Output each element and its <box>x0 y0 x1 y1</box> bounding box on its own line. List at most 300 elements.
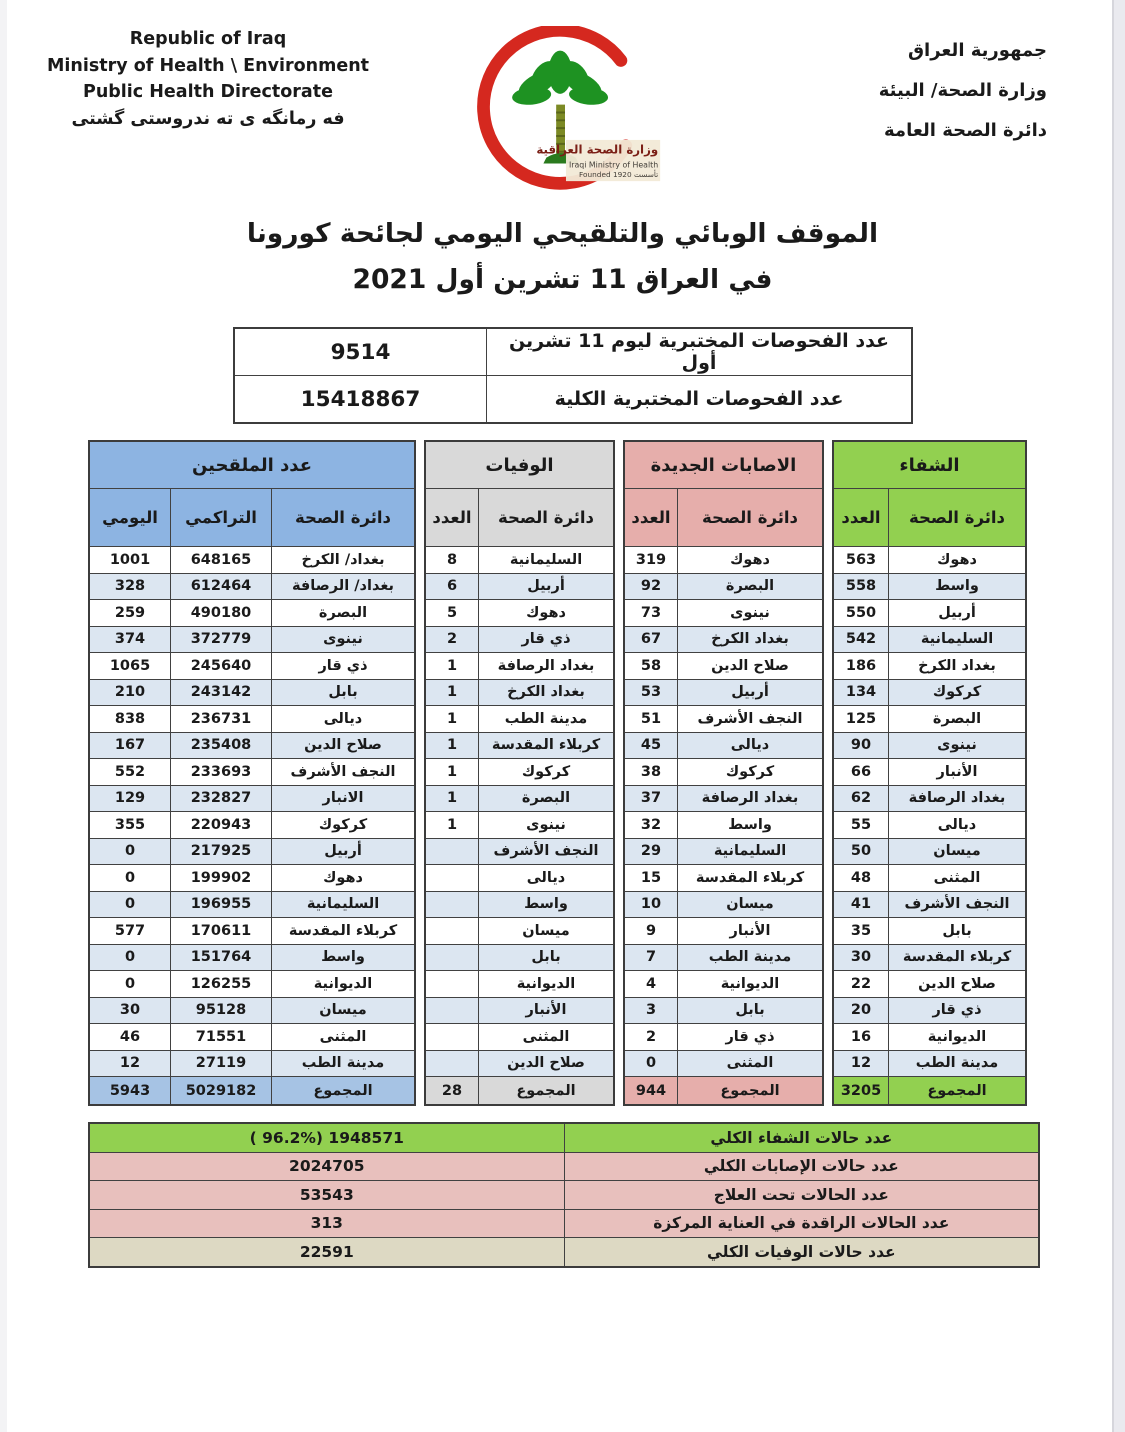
total-cumulative-value: 5029182 <box>171 1077 272 1106</box>
table-row <box>425 865 614 892</box>
count-cell: 12 <box>833 1050 889 1077</box>
cumulative-count-cell: 233693 <box>171 759 272 786</box>
lab-tests-daily-label: عدد الفحوصات المختبرية ليوم 11 تشرين أول <box>487 328 913 376</box>
table-row <box>624 1050 823 1077</box>
page-title-line2: في العراق 11 تشرين أول 2021 <box>352 264 773 295</box>
count-cell <box>425 1024 479 1051</box>
table-row <box>624 759 823 786</box>
table-row <box>833 679 1026 706</box>
table-row <box>89 732 415 759</box>
header-line-ar: وزارة الصحة/ البيئة <box>878 80 1047 101</box>
dept-name-cell: بابل <box>479 944 615 971</box>
count-cell: 53 <box>624 679 678 706</box>
dept-name-cell: البصرة <box>479 785 615 812</box>
deaths-table-title: الوفيات <box>425 441 614 489</box>
dept-name-cell: مدينة الطب <box>678 944 824 971</box>
table-row <box>624 891 823 918</box>
count-cell <box>425 944 479 971</box>
table-row <box>833 1050 1026 1077</box>
dept-name-cell: أربيل <box>889 600 1027 627</box>
count-cell: 30 <box>833 944 889 971</box>
cumulative-count-cell: 490180 <box>171 600 272 627</box>
dept-name-cell: واسط <box>479 891 615 918</box>
total-value: 3205 <box>833 1077 889 1106</box>
total-row <box>425 1077 614 1106</box>
count-cell: 22 <box>833 971 889 998</box>
count-cell: 2 <box>425 626 479 653</box>
total-value: 944 <box>624 1077 678 1106</box>
count-cell: 4 <box>624 971 678 998</box>
table-row <box>89 653 415 680</box>
dept-name-cell: بغداد الرصافة <box>678 785 824 812</box>
daily-count-cell: 374 <box>89 626 171 653</box>
count-cell: 125 <box>833 706 889 733</box>
ministry-logo-icon <box>462 26 668 195</box>
dept-name-cell: النجف الأشرف <box>272 759 416 786</box>
table-row <box>425 1050 614 1077</box>
table-row <box>425 679 614 706</box>
dept-name-cell: بغداد الرصافة <box>479 653 615 680</box>
dept-name-cell: واسط <box>889 573 1027 600</box>
dept-name-cell: المثنى <box>678 1050 824 1077</box>
count-cell: 0 <box>624 1050 678 1077</box>
table-row <box>833 918 1026 945</box>
table-row <box>425 626 614 653</box>
count-cell: 73 <box>624 600 678 627</box>
dept-name-cell: صلاح الدين <box>272 732 416 759</box>
dept-name-cell: ذي قار <box>678 1024 824 1051</box>
dept-name-cell: الديوانية <box>889 1024 1027 1051</box>
dept-name-cell: ميسان <box>272 997 416 1024</box>
table-row <box>425 759 614 786</box>
count-cell: 50 <box>833 838 889 865</box>
summary-row-total-cases <box>89 1152 1039 1181</box>
dept-name-cell: الانبار <box>272 785 416 812</box>
dept-name-cell: نينوى <box>272 626 416 653</box>
count-cell <box>425 918 479 945</box>
table-row <box>425 944 614 971</box>
table-row <box>833 653 1026 680</box>
daily-count-cell: 0 <box>89 838 171 865</box>
page-edge-right <box>1112 0 1125 1432</box>
count-cell: 558 <box>833 573 889 600</box>
table-row <box>89 679 415 706</box>
count-cell <box>425 838 479 865</box>
total-label: المجموع <box>889 1077 1027 1106</box>
dept-name-cell: دهوك <box>889 547 1027 574</box>
column-header-count: العدد <box>833 489 889 547</box>
dept-name-cell: مدينة الطب <box>272 1050 416 1077</box>
table-row <box>624 1024 823 1051</box>
dept-name-cell: النجف الأشرف <box>889 891 1027 918</box>
daily-count-cell: 12 <box>89 1050 171 1077</box>
header-line-ar: دائرة الصحة العامة <box>884 120 1047 141</box>
daily-count-cell: 328 <box>89 573 171 600</box>
table-row <box>425 653 614 680</box>
dept-name-cell: نينوى <box>678 600 824 627</box>
count-cell: 1 <box>425 653 479 680</box>
column-header-dept: دائرة الصحة <box>272 489 416 547</box>
dept-name-cell: ديالى <box>889 812 1027 839</box>
header-arabic-block <box>668 26 1125 160</box>
table-row <box>624 547 823 574</box>
count-cell: 20 <box>833 997 889 1024</box>
dept-name-cell: المثنى <box>889 865 1027 892</box>
table-row <box>89 997 415 1024</box>
cumulative-count-cell: 151764 <box>171 944 272 971</box>
daily-count-cell: 30 <box>89 997 171 1024</box>
table-row <box>833 706 1026 733</box>
dept-name-cell: الأنبار <box>479 997 615 1024</box>
column-header-dept: دائرة الصحة <box>889 489 1027 547</box>
dept-name-cell: صلاح الدين <box>678 653 824 680</box>
summary-row-icu-cases <box>89 1209 1039 1238</box>
column-header-cumulative: التراكمي <box>171 489 272 547</box>
daily-count-cell: 0 <box>89 944 171 971</box>
table-row <box>89 759 415 786</box>
cumulative-count-cell: 236731 <box>171 706 272 733</box>
dept-name-cell: كربلاء المقدسة <box>678 865 824 892</box>
dept-name-cell: البصرة <box>889 706 1027 733</box>
summary-label: عدد حالات الشفاء الكلي <box>564 1123 1039 1152</box>
dept-name-cell: كربلاء المقدسة <box>889 944 1027 971</box>
dept-name-cell: السليمانية <box>678 838 824 865</box>
count-cell <box>425 1050 479 1077</box>
column-header-dept: دائرة الصحة <box>479 489 615 547</box>
dept-name-cell: البصرة <box>678 573 824 600</box>
dept-name-cell: ذي قار <box>272 653 416 680</box>
table-row <box>833 971 1026 998</box>
count-cell <box>425 971 479 998</box>
cumulative-count-cell: 170611 <box>171 918 272 945</box>
daily-count-cell: 355 <box>89 812 171 839</box>
dept-name-cell: أربيل <box>678 679 824 706</box>
count-cell: 319 <box>624 547 678 574</box>
table-row <box>425 891 614 918</box>
dept-name-cell: الأنبار <box>889 759 1027 786</box>
table-row <box>89 573 415 600</box>
dept-name-cell: الديوانية <box>678 971 824 998</box>
count-cell: 15 <box>624 865 678 892</box>
count-cell: 7 <box>624 944 678 971</box>
cumulative-count-cell: 27119 <box>171 1050 272 1077</box>
total-row <box>833 1077 1026 1106</box>
governorate-tables <box>88 440 1027 1106</box>
summary-label: عدد حالات الوفيات الكلي <box>564 1238 1039 1267</box>
total-label: المجموع <box>479 1077 615 1106</box>
table-row <box>624 626 823 653</box>
daily-count-cell: 838 <box>89 706 171 733</box>
dept-name-cell: بغداد الرصافة <box>889 785 1027 812</box>
dept-name-cell: أربيل <box>272 838 416 865</box>
count-cell: 37 <box>624 785 678 812</box>
table-row <box>624 679 823 706</box>
dept-name-cell: كركوك <box>889 679 1027 706</box>
count-cell: 550 <box>833 600 889 627</box>
dept-name-cell: المثنى <box>479 1024 615 1051</box>
summary-label: عدد الحالات الراقدة في العناية المركزة <box>564 1209 1039 1238</box>
dept-name-cell: ميسان <box>889 838 1027 865</box>
count-cell: 1 <box>425 812 479 839</box>
dept-name-cell: بابل <box>272 679 416 706</box>
count-cell: 55 <box>833 812 889 839</box>
daily-count-cell: 0 <box>89 865 171 892</box>
count-cell: 186 <box>833 653 889 680</box>
table-row <box>833 1024 1026 1051</box>
dept-name-cell: دهوك <box>479 600 615 627</box>
dept-name-cell: بغداد/ الرصافة <box>272 573 416 600</box>
page-title-line1: الموقف الوبائي والتلقيحي اليومي لجائحة كورونا <box>246 218 879 249</box>
daily-count-cell: 129 <box>89 785 171 812</box>
dept-name-cell: بغداد الكرخ <box>678 626 824 653</box>
count-cell: 1 <box>425 732 479 759</box>
daily-count-cell: 1001 <box>89 547 171 574</box>
count-cell: 51 <box>624 706 678 733</box>
table-row <box>833 785 1026 812</box>
column-header-daily: اليومي <box>89 489 171 547</box>
summary-value: 2024705 <box>89 1152 564 1181</box>
dept-name-cell: مدينة الطب <box>479 706 615 733</box>
cumulative-count-cell: 612464 <box>171 573 272 600</box>
summary-row-under-treatment <box>89 1181 1039 1210</box>
table-row <box>833 547 1026 574</box>
table-row <box>624 600 823 627</box>
header-line-ar: جمهورية العراق <box>907 40 1047 61</box>
dept-name-cell: ديالى <box>479 865 615 892</box>
table-row <box>425 785 614 812</box>
table-row <box>89 706 415 733</box>
daily-count-cell: 552 <box>89 759 171 786</box>
dept-name-cell: كركوك <box>479 759 615 786</box>
dept-name-cell: نينوى <box>479 812 615 839</box>
dept-name-cell: بابل <box>889 918 1027 945</box>
cumulative-count-cell: 199902 <box>171 865 272 892</box>
summary-label: عدد حالات الإصابات الكلي <box>564 1152 1039 1181</box>
header-line-kurdish: فه رمانگه ی ته ندروستی گشتی <box>71 108 345 129</box>
count-cell: 66 <box>833 759 889 786</box>
table-row <box>833 891 1026 918</box>
count-cell: 62 <box>833 785 889 812</box>
count-cell: 90 <box>833 732 889 759</box>
table-row <box>624 653 823 680</box>
table-row <box>425 971 614 998</box>
count-cell: 1 <box>425 785 479 812</box>
header-line-en: Public Health Directorate <box>83 82 333 102</box>
table-row <box>624 918 823 945</box>
header-english-block <box>24 26 392 132</box>
dept-name-cell: بغداد الكرخ <box>479 679 615 706</box>
count-cell: 3 <box>624 997 678 1024</box>
table-row <box>833 838 1026 865</box>
table-row <box>624 944 823 971</box>
count-cell: 6 <box>425 573 479 600</box>
count-cell: 35 <box>833 918 889 945</box>
table-row <box>89 891 415 918</box>
dept-name-cell: واسط <box>678 812 824 839</box>
table-row <box>89 547 415 574</box>
count-cell: 38 <box>624 759 678 786</box>
lab-tests-table <box>233 327 913 424</box>
ministry-logo <box>462 26 668 199</box>
total-value: 28 <box>425 1077 479 1106</box>
table-row <box>89 944 415 971</box>
dept-name-cell: كركوك <box>272 812 416 839</box>
table-row <box>89 1050 415 1077</box>
daily-count-cell: 0 <box>89 891 171 918</box>
table-row <box>89 812 415 839</box>
table-row <box>833 573 1026 600</box>
cumulative-count-cell: 71551 <box>171 1024 272 1051</box>
total-row <box>624 1077 823 1106</box>
cumulative-count-cell: 126255 <box>171 971 272 998</box>
count-cell: 5 <box>425 600 479 627</box>
table-row <box>833 865 1026 892</box>
count-cell: 16 <box>833 1024 889 1051</box>
table-row <box>833 600 1026 627</box>
count-cell: 134 <box>833 679 889 706</box>
lab-tests-total-label: عدد الفحوصات المختبرية الكلية <box>487 376 913 424</box>
table-row <box>624 706 823 733</box>
daily-count-cell: 259 <box>89 600 171 627</box>
dept-name-cell: الأنبار <box>678 918 824 945</box>
dept-name-cell: البصرة <box>272 600 416 627</box>
summary-row-total-recoveries <box>89 1123 1039 1152</box>
dept-name-cell: كركوك <box>678 759 824 786</box>
table-row <box>833 732 1026 759</box>
dept-name-cell: دهوك <box>272 865 416 892</box>
table-row <box>833 759 1026 786</box>
dept-name-cell: نينوى <box>889 732 1027 759</box>
dept-name-cell: ميسان <box>479 918 615 945</box>
summary-value: 53543 <box>89 1181 564 1210</box>
dept-name-cell: النجف الأشرف <box>479 838 615 865</box>
count-cell: 8 <box>425 547 479 574</box>
dept-name-cell: ذي قار <box>889 997 1027 1024</box>
dept-name-cell: الديوانية <box>479 971 615 998</box>
total-row <box>89 1077 415 1106</box>
count-cell <box>425 891 479 918</box>
count-cell: 29 <box>624 838 678 865</box>
dept-name-cell: أربيل <box>479 573 615 600</box>
daily-count-cell: 1065 <box>89 653 171 680</box>
cumulative-count-cell: 196955 <box>171 891 272 918</box>
count-cell: 58 <box>624 653 678 680</box>
dept-name-cell: السليمانية <box>889 626 1027 653</box>
table-row <box>425 812 614 839</box>
table-row <box>624 997 823 1024</box>
logo-founded-text: Founded 1920 تأسست <box>579 170 659 180</box>
count-cell: 45 <box>624 732 678 759</box>
table-row <box>425 997 614 1024</box>
infections-table-title: الاصابات الجديدة <box>624 441 823 489</box>
dept-name-cell: دهوك <box>678 547 824 574</box>
count-cell <box>425 997 479 1024</box>
cumulative-count-cell: 243142 <box>171 679 272 706</box>
table-row <box>624 971 823 998</box>
table-row <box>425 706 614 733</box>
count-cell: 1 <box>425 759 479 786</box>
count-cell: 48 <box>833 865 889 892</box>
table-row <box>89 838 415 865</box>
lab-tests-daily-value: 9514 <box>234 328 487 376</box>
page-edge-left <box>0 0 7 1432</box>
table-row <box>624 865 823 892</box>
cumulative-count-cell: 235408 <box>171 732 272 759</box>
cumulative-count-cell: 245640 <box>171 653 272 680</box>
daily-count-cell: 577 <box>89 918 171 945</box>
table-row <box>833 944 1026 971</box>
summary-table <box>88 1122 1040 1268</box>
table-row <box>89 971 415 998</box>
page-title <box>0 211 1125 303</box>
cumulative-count-cell: 220943 <box>171 812 272 839</box>
dept-name-cell: السليمانية <box>479 547 615 574</box>
recovery-table <box>832 440 1027 1106</box>
cumulative-count-cell: 372779 <box>171 626 272 653</box>
lab-tests-total-value: 15418867 <box>234 376 487 424</box>
dept-name-cell: مدينة الطب <box>889 1050 1027 1077</box>
table-row <box>425 732 614 759</box>
table-row <box>89 626 415 653</box>
summary-row-total-deaths <box>89 1238 1039 1267</box>
dept-name-cell: ديالى <box>678 732 824 759</box>
count-cell: 542 <box>833 626 889 653</box>
dept-name-cell: النجف الأشرف <box>678 706 824 733</box>
daily-count-cell: 167 <box>89 732 171 759</box>
count-cell: 2 <box>624 1024 678 1051</box>
count-cell: 10 <box>624 891 678 918</box>
dept-name-cell: صلاح الدين <box>479 1050 615 1077</box>
table-row <box>425 600 614 627</box>
table-row <box>89 600 415 627</box>
dept-name-cell: كربلاء المقدسة <box>479 732 615 759</box>
count-cell: 1 <box>425 679 479 706</box>
count-cell: 41 <box>833 891 889 918</box>
table-row <box>624 573 823 600</box>
vaccinated-table <box>88 440 416 1106</box>
count-cell: 9 <box>624 918 678 945</box>
dept-name-cell: كربلاء المقدسة <box>272 918 416 945</box>
cumulative-count-cell: 217925 <box>171 838 272 865</box>
summary-value: 313 <box>89 1209 564 1238</box>
dept-name-cell: واسط <box>272 944 416 971</box>
total-label: المجموع <box>678 1077 824 1106</box>
count-cell: 67 <box>624 626 678 653</box>
header-line-en: Ministry of Health \ Environment <box>46 55 370 76</box>
vaccinated-table-title: عدد الملقحين <box>89 441 415 489</box>
new-infections-table <box>623 440 824 1106</box>
dept-name-cell: بغداد/ الكرخ <box>272 547 416 574</box>
total-daily-value: 5943 <box>89 1077 171 1106</box>
table-row <box>89 865 415 892</box>
column-header-count: العدد <box>425 489 479 547</box>
summary-label: عدد الحالات تحت العلاج <box>564 1181 1039 1210</box>
table-row <box>234 328 912 376</box>
dept-name-cell: ميسان <box>678 891 824 918</box>
dept-name-cell: بابل <box>678 997 824 1024</box>
table-row <box>89 918 415 945</box>
count-cell: 32 <box>624 812 678 839</box>
daily-count-cell: 210 <box>89 679 171 706</box>
table-row <box>624 785 823 812</box>
dept-name-cell: ذي قار <box>479 626 615 653</box>
dept-name-cell: بغداد الكرخ <box>889 653 1027 680</box>
cumulative-count-cell: 95128 <box>171 997 272 1024</box>
table-row <box>833 997 1026 1024</box>
summary-value: 22591 <box>89 1238 564 1267</box>
count-cell: 92 <box>624 573 678 600</box>
table-row <box>624 812 823 839</box>
